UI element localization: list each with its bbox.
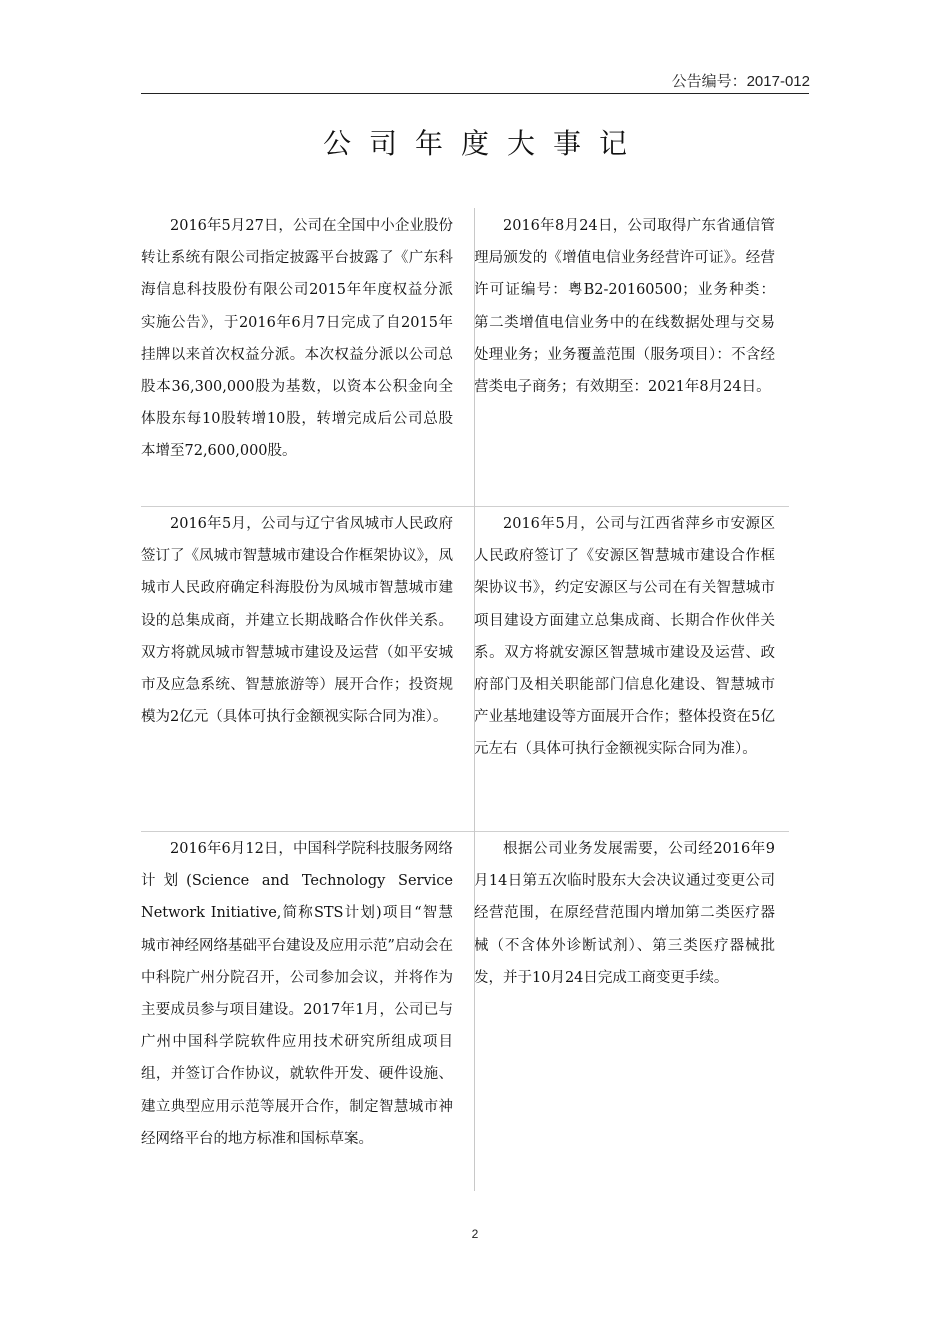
events-row <box>141 208 781 506</box>
page-number: 2 <box>471 1227 479 1241</box>
event-cell: 根据公司业务发展需要，公司经2016年9月14日第五次临时股东大会决议通过变更公司经营范围，在原经营范围内增加第二类医疗器械（不含体外诊断试剂）、第三类医疗器械批发，并于10月24日完成工商变更手续。 <box>474 841 775 986</box>
column-divider <box>474 831 475 1191</box>
event-cell: 2016年6月12日，中国科学院科技服务网络计划(Science and Technology Service Network Initiative,简称STS计划)项目“智慧城市神经网络基础平台建设及应用示范”启动会在中科院广州分院召开，公司参加会议，并将作为主要成员参与项目建设。2017年1月，公司已与广州中国科学院软件应用技术研究所组成项目组，并签订合作协议，就软件开发、硬件设施、建立典型应用示范等展开合作，制定智慧城市神经网络平台的地方标准和国标草案。 <box>141 841 453 1147</box>
event-cell: 2016年8月24日，公司取得广东省通信管理局颁发的《增值电信业务经营许可证》。经营许可证编号：粤B2-20160500；业务种类：第二类增值电信业务中的在线数据处理与交易处理业务；业务覆盖范围（服务项目）：不含经营类电子商务；有效期至：2021年8月24日。 <box>474 218 775 396</box>
event-cell: 2016年5月27日，公司在全国中小企业股份转让系统有限公司指定披露平台披露了《广东科海信息科技股份有限公司2015年年度权益分派实施公告》，于2016年6月7日完成了自2015年挂牌以来首次权益分派。本次权益分派以公司总股本36,300,000股为基数，以资本公积金向全体股东每10股转增10股，转增完成后公司总股本增至72,600,000股。 <box>141 218 453 460</box>
row-divider <box>141 506 789 507</box>
column-divider <box>474 208 475 506</box>
event-cell: 2016年5月，公司与江西省萍乡市安源区人民政府签订了《安源区智慧城市建设合作框架协议书》，约定安源区与公司在有关智慧城市项目建设方面建立总集成商、长期合作伙伴关系。双方将就安源区智慧城市建设及运营、政府部门及相关职能部门信息化建设、智慧城市产业基地建设等方面展开合作；整体投资在5亿元左右（具体可执行金额视实际合同为准）。 <box>474 516 775 758</box>
page-title: 公司年度大事记 <box>322 127 645 160</box>
row-divider <box>141 831 789 832</box>
column-divider <box>474 506 475 831</box>
header-divider <box>141 93 809 94</box>
announcement-number: 公告编号：2017-012 <box>671 73 810 90</box>
event-cell: 2016年5月，公司与辽宁省凤城市人民政府签订了《凤城市智慧城市建设合作框架协议》，凤城市人民政府确定科海股份为凤城市智慧城市建设的总集成商，并建立长期战略合作伙伴关系。双方将就凤城市智慧城市建设及运营（如平安城市及应急系统、智慧旅游等）展开合作；投资规模为2亿元（具体可执行金额视实际合同为准）。 <box>141 516 453 726</box>
events-table <box>141 208 781 1191</box>
events-row <box>141 831 781 1191</box>
events-row <box>141 506 781 831</box>
